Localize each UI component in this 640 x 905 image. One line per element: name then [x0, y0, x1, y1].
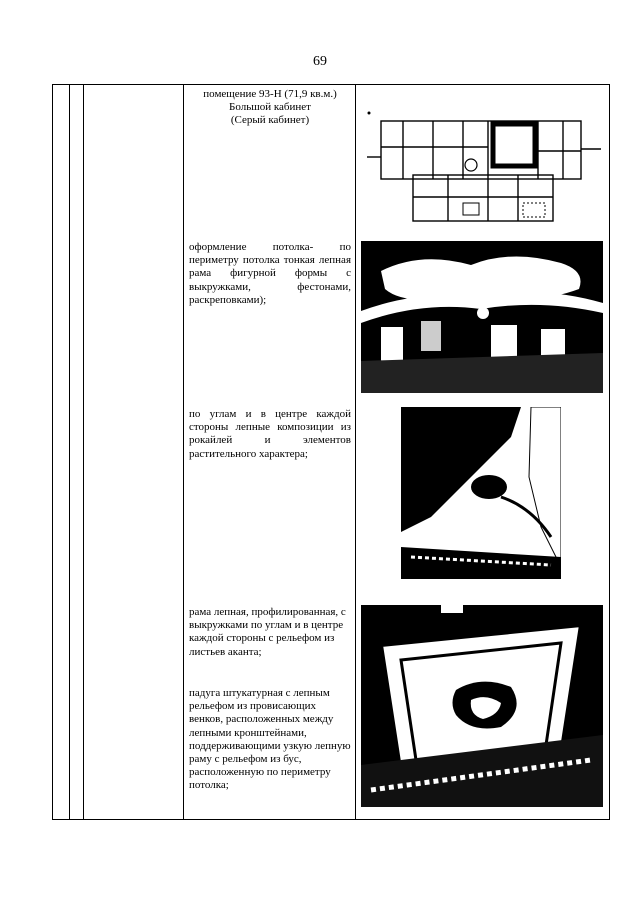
column-divider	[83, 85, 84, 819]
column-divider	[69, 85, 70, 819]
room-title	[189, 88, 351, 128]
column-divider	[355, 85, 356, 819]
description-corner-compositions: по углам и в центре каждой стороны лепные композиции из рокайлей и элементов растительного характера;	[189, 408, 351, 460]
column-divider	[183, 85, 184, 819]
description-cove: падуга штукатурная с лепным рельефом из провисающих венков, расположенных между лепными кронштейнами, поддерживающими узкую лепную раму с рельефом из бус, расположенную по периметру потолка;	[189, 687, 351, 792]
floor-plan-image	[363, 105, 603, 227]
room-title-line: Большой кабинет	[229, 101, 311, 114]
ceiling-photo	[361, 241, 603, 393]
room-title-line: (Серый кабинет)	[230, 114, 310, 127]
description-frame: рама лепная, профилированная, с выкружками по углам и в центре каждой стороны с рельефом из листьев аканта;	[189, 606, 346, 658]
description-ceiling: оформление потолка- по периметру потолка тонкая лепная рама фигурной формы с выкружками, фестонами, раскреповками);	[189, 241, 351, 306]
corner-stucco-photo	[401, 407, 561, 579]
cornice-detail-photo	[361, 605, 603, 807]
room-title-line: помещение 93-Н (71,9 кв.м.)	[203, 88, 337, 100]
heritage-table	[52, 84, 610, 820]
page-number: 69	[313, 54, 327, 69]
